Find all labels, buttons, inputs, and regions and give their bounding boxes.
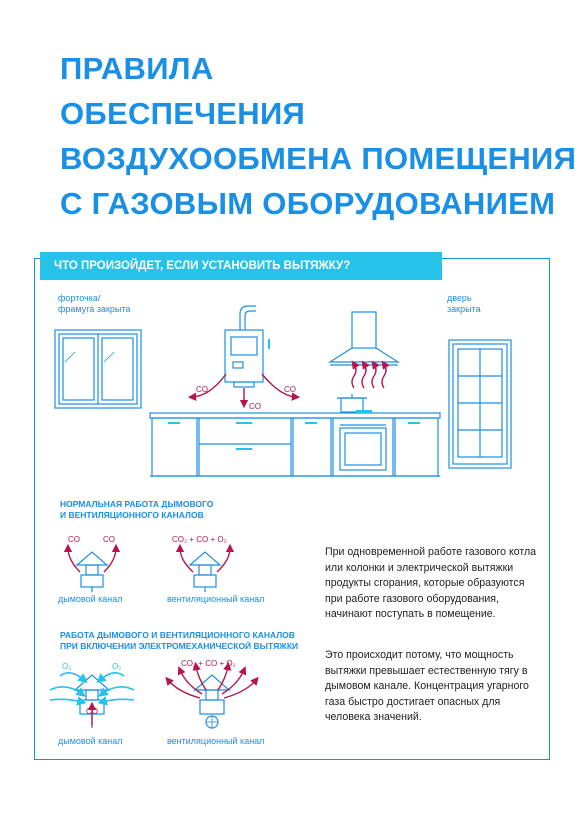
- chimney-vent-normal-icon: [190, 552, 220, 592]
- boiler-icon: [225, 306, 263, 387]
- chimney-smoke-normal-icon: [77, 552, 107, 592]
- normal-vent-formula: CO₂ + CO + O₂: [172, 535, 227, 544]
- window-icon: [55, 330, 141, 408]
- normal-vent-label: вентиляционный канал: [167, 594, 265, 604]
- window-label-line-1: форточка/: [58, 293, 101, 303]
- title-line-4: С ГАЗОВЫМ ОБОРУДОВАНИЕМ: [60, 186, 556, 221]
- normal-heading: [60, 499, 213, 521]
- exhaust-heading: [60, 630, 298, 652]
- title-line-2: ОБЕСПЕЧЕНИЯ: [60, 96, 306, 131]
- title-line-1: ПРАВИЛА: [60, 51, 214, 86]
- title-line-3: ВОЗДУХООБМЕНА ПОМЕЩЕНИЯ: [60, 141, 577, 176]
- explanation-paragraph-1: При одновременной работе газового котла или колонки и электрической вытяжки продукты сгорания, которые образуются при работе газового оборудования, начинают поступать в помещение.: [325, 546, 537, 620]
- exhaust-o2-left: O₂: [62, 662, 72, 671]
- co-left-label: CO: [196, 385, 208, 394]
- normal-heading-line-2: И ВЕНТИЛЯЦИОННОГО КАНАЛОВ: [60, 510, 204, 520]
- pot-icon: [337, 394, 367, 412]
- door-icon: [449, 340, 511, 468]
- window-label: [58, 293, 130, 315]
- kitchen-cabinets-icon: [150, 418, 440, 476]
- normal-smoke-label: дымовой канал: [58, 594, 123, 604]
- normal-smoke-co-1: CO: [68, 535, 80, 544]
- exhaust-heading-line-1: РАБОТА ДЫМОВОГО И ВЕНТИЛЯЦИОННОГО КАНАЛОВ: [60, 630, 295, 640]
- co-down-label: CO: [249, 402, 261, 411]
- explanation-paragraph-2: Это происходит потому, что мощность вытяжки превышает естественную тягу в дымовом канале. Концентрация угарного газа быстро достигает опасных для человека значений.: [325, 649, 529, 723]
- normal-heading-line-1: НОРМАЛЬНАЯ РАБОТА ДЫМОВОГО: [60, 499, 214, 509]
- co-right-label: CO: [284, 385, 296, 394]
- chimney-vent-exhaust-icon: [195, 675, 229, 728]
- door-label: [447, 293, 481, 315]
- exhaust-vent-formula: CO₂ + CO + O₂: [181, 659, 236, 668]
- window-label-line-2: фрамуга закрыта: [58, 304, 131, 314]
- door-label-line-2: закрыта: [447, 304, 481, 314]
- door-label-line-1: дверь: [447, 293, 472, 303]
- hood-icon: [330, 312, 398, 365]
- question-banner: ЧТО ПРОИЗОЙДЕТ, ЕСЛИ УСТАНОВИТЬ ВЫТЯЖКУ?: [40, 252, 442, 280]
- exhaust-o2-right: O₂: [112, 662, 122, 671]
- exhaust-smoke-label: дымовой канал: [58, 736, 123, 746]
- normal-smoke-co-2: CO: [103, 535, 115, 544]
- exhaust-vent-label: вентиляционный канал: [167, 736, 265, 746]
- exhaust-co-inside: CO: [86, 707, 98, 716]
- exhaust-heading-line-2: ПРИ ВКЛЮЧЕНИИ ЭЛЕКТРОМЕХАНИЧЕСКОЙ ВЫТЯЖКИ: [60, 641, 299, 651]
